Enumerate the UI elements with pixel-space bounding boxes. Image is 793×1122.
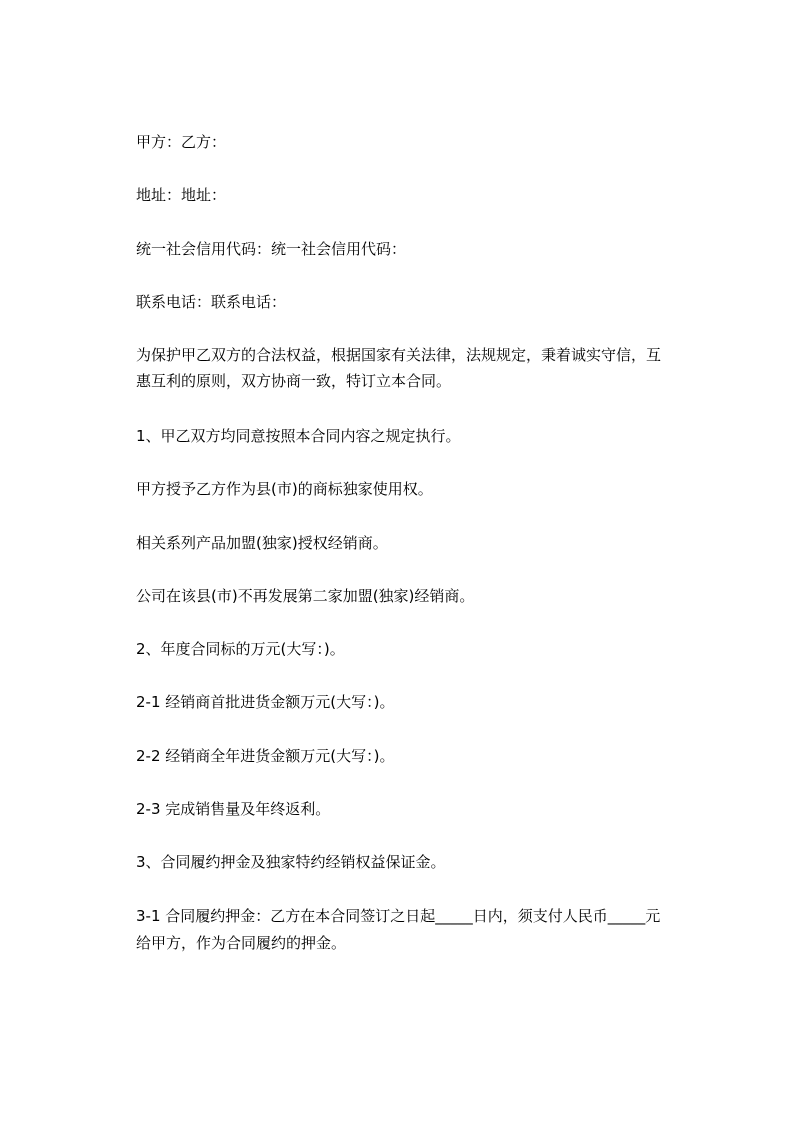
clause-2-1: 2-1 经销商首批进货金额万元(大写：)。 — [136, 693, 395, 711]
clause-2-3: 2-3 完成销售量及年终返利。 — [136, 800, 331, 818]
deposit-line-1: 3-1 合同履约押金：乙方在本合同签订之日起_____日内，须支付人民币_____元 — [136, 907, 661, 925]
party-names-line: 甲方：乙方： — [136, 133, 227, 151]
clause-2: 2、年度合同标的万元(大写：)。 — [136, 640, 345, 658]
deposit-line-2: 给甲方，作为合同履约的押金。 — [136, 934, 347, 952]
clause-2-2: 2-2 经销商全年进货金额万元(大写：)。 — [136, 747, 395, 765]
preamble-line-1: 为保护甲乙双方的合法权益，根据国家有关法律，法规规定，秉着诚实守信，互 — [136, 346, 662, 364]
clause-1-grant: 甲方授予乙方作为县(市)的商标独家使用权。 — [136, 480, 433, 498]
preamble-line-2: 惠互利的原则，双方协商一致，特订立本合同。 — [136, 372, 452, 390]
clause-3: 3、合同履约押金及独家特约经销权益保证金。 — [136, 853, 446, 871]
clause-1-exclusive: 公司在该县(市)不再发展第二家加盟(独家)经销商。 — [136, 587, 475, 605]
clause-1: 1、甲乙双方均同意按照本合同内容之规定执行。 — [136, 427, 461, 445]
party-credit-code-line: 统一社会信用代码：统一社会信用代码： — [136, 240, 407, 258]
party-phone-line: 联系电话：联系电话： — [136, 293, 287, 311]
clause-1-dealer: 相关系列产品加盟(独家)授权经销商。 — [136, 534, 388, 552]
party-address-line: 地址：地址： — [136, 186, 227, 204]
